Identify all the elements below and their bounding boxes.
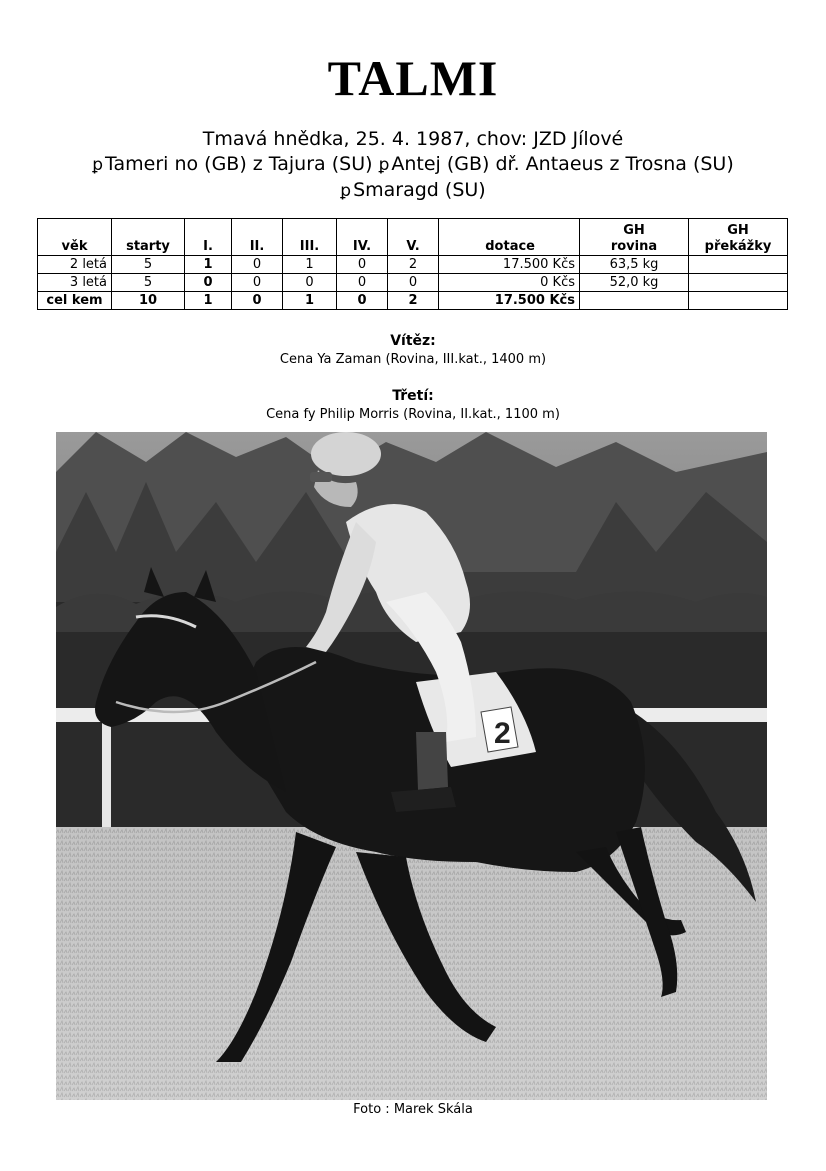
cell-first: 1 [185,292,232,310]
col-gh-jumps: GH překážky [689,219,788,256]
cell-fifth: 2 [388,256,439,274]
table-row [38,274,788,292]
winner-race: Cena Ya Zaman (Rovina, III.kat., 1400 m) [279,352,547,367]
cell-second: 0 [232,292,283,310]
cell-prize-money: 17.500 Kčs [439,256,580,274]
cell-second: 0 [232,256,283,274]
horse-name-title: TALMI [327,50,499,106]
cell-starts: 10 [112,292,185,310]
cell-prize-money: 17.500 Kčs [439,292,580,310]
cell-fourth: 0 [337,292,388,310]
horse-info [0,127,826,204]
cell-gh-flat: 63,5 kg [580,256,689,274]
table-total-row [38,292,788,310]
col-starts: starty [112,219,185,256]
col-second: II. [232,219,283,256]
col-age: věk [38,219,112,256]
cell-age: 3 letá [38,274,112,292]
damsire-text: Smaragd (SU) [353,179,486,201]
cell-second: 0 [232,274,283,292]
col-fourth: IV. [337,219,388,256]
cell-gh-jumps [689,256,788,274]
horse-jockey-photo-graphic [56,432,767,1100]
col-third: III. [283,219,337,256]
col-gh-flat: GH rovina [580,219,689,256]
cell-gh-flat: 52,0 kg [580,274,689,292]
col-first: I. [185,219,232,256]
third-label: Třetí: [392,388,434,404]
dam-symbol-icon: ꝑ [378,155,390,175]
cell-gh-flat [580,292,689,310]
cell-fifth: 2 [388,292,439,310]
race-photo [56,432,767,1100]
cell-prize-money: 0 Kčs [439,274,580,292]
cell-fourth: 0 [337,274,388,292]
sire-symbol-icon: ꝑ [92,155,104,175]
cell-fifth: 0 [388,274,439,292]
winner-label: Vítěz: [390,333,436,349]
damsire-symbol-icon: ꝑ [340,181,352,201]
cell-gh-jumps [689,274,788,292]
damsire-line [0,178,826,204]
saddle-number: 2 [494,717,511,750]
pedigree-line [0,152,826,178]
cell-age: cel kem [38,292,112,310]
third-race: Cena fy Philip Morris (Rovina, II.kat., 1100 m) [266,407,560,422]
cell-starts: 5 [112,274,185,292]
cell-first: 0 [185,274,232,292]
cell-third: 1 [283,256,337,274]
photo-caption: Foto : Marek Skála [353,1102,473,1117]
col-prize-money: dotace [439,219,580,256]
cell-fourth: 0 [337,256,388,274]
race-statistics-table [37,218,788,310]
cell-starts: 5 [112,256,185,274]
col-fifth: V. [388,219,439,256]
dam-text: Antej (GB) dř. Antaeus z Trosna (SU) [391,153,734,175]
cell-gh-jumps [689,292,788,310]
sire-text: Tameri no (GB) z Tajura (SU) [105,153,373,175]
cell-third: 0 [283,274,337,292]
cell-third: 1 [283,292,337,310]
table-row [38,256,788,274]
color-birth-breeder-line: Tmavá hnědka, 25. 4. 1987, chov: JZD Jílové [202,128,624,150]
table-header-row [38,219,788,256]
cell-age: 2 letá [38,256,112,274]
cell-first: 1 [185,256,232,274]
